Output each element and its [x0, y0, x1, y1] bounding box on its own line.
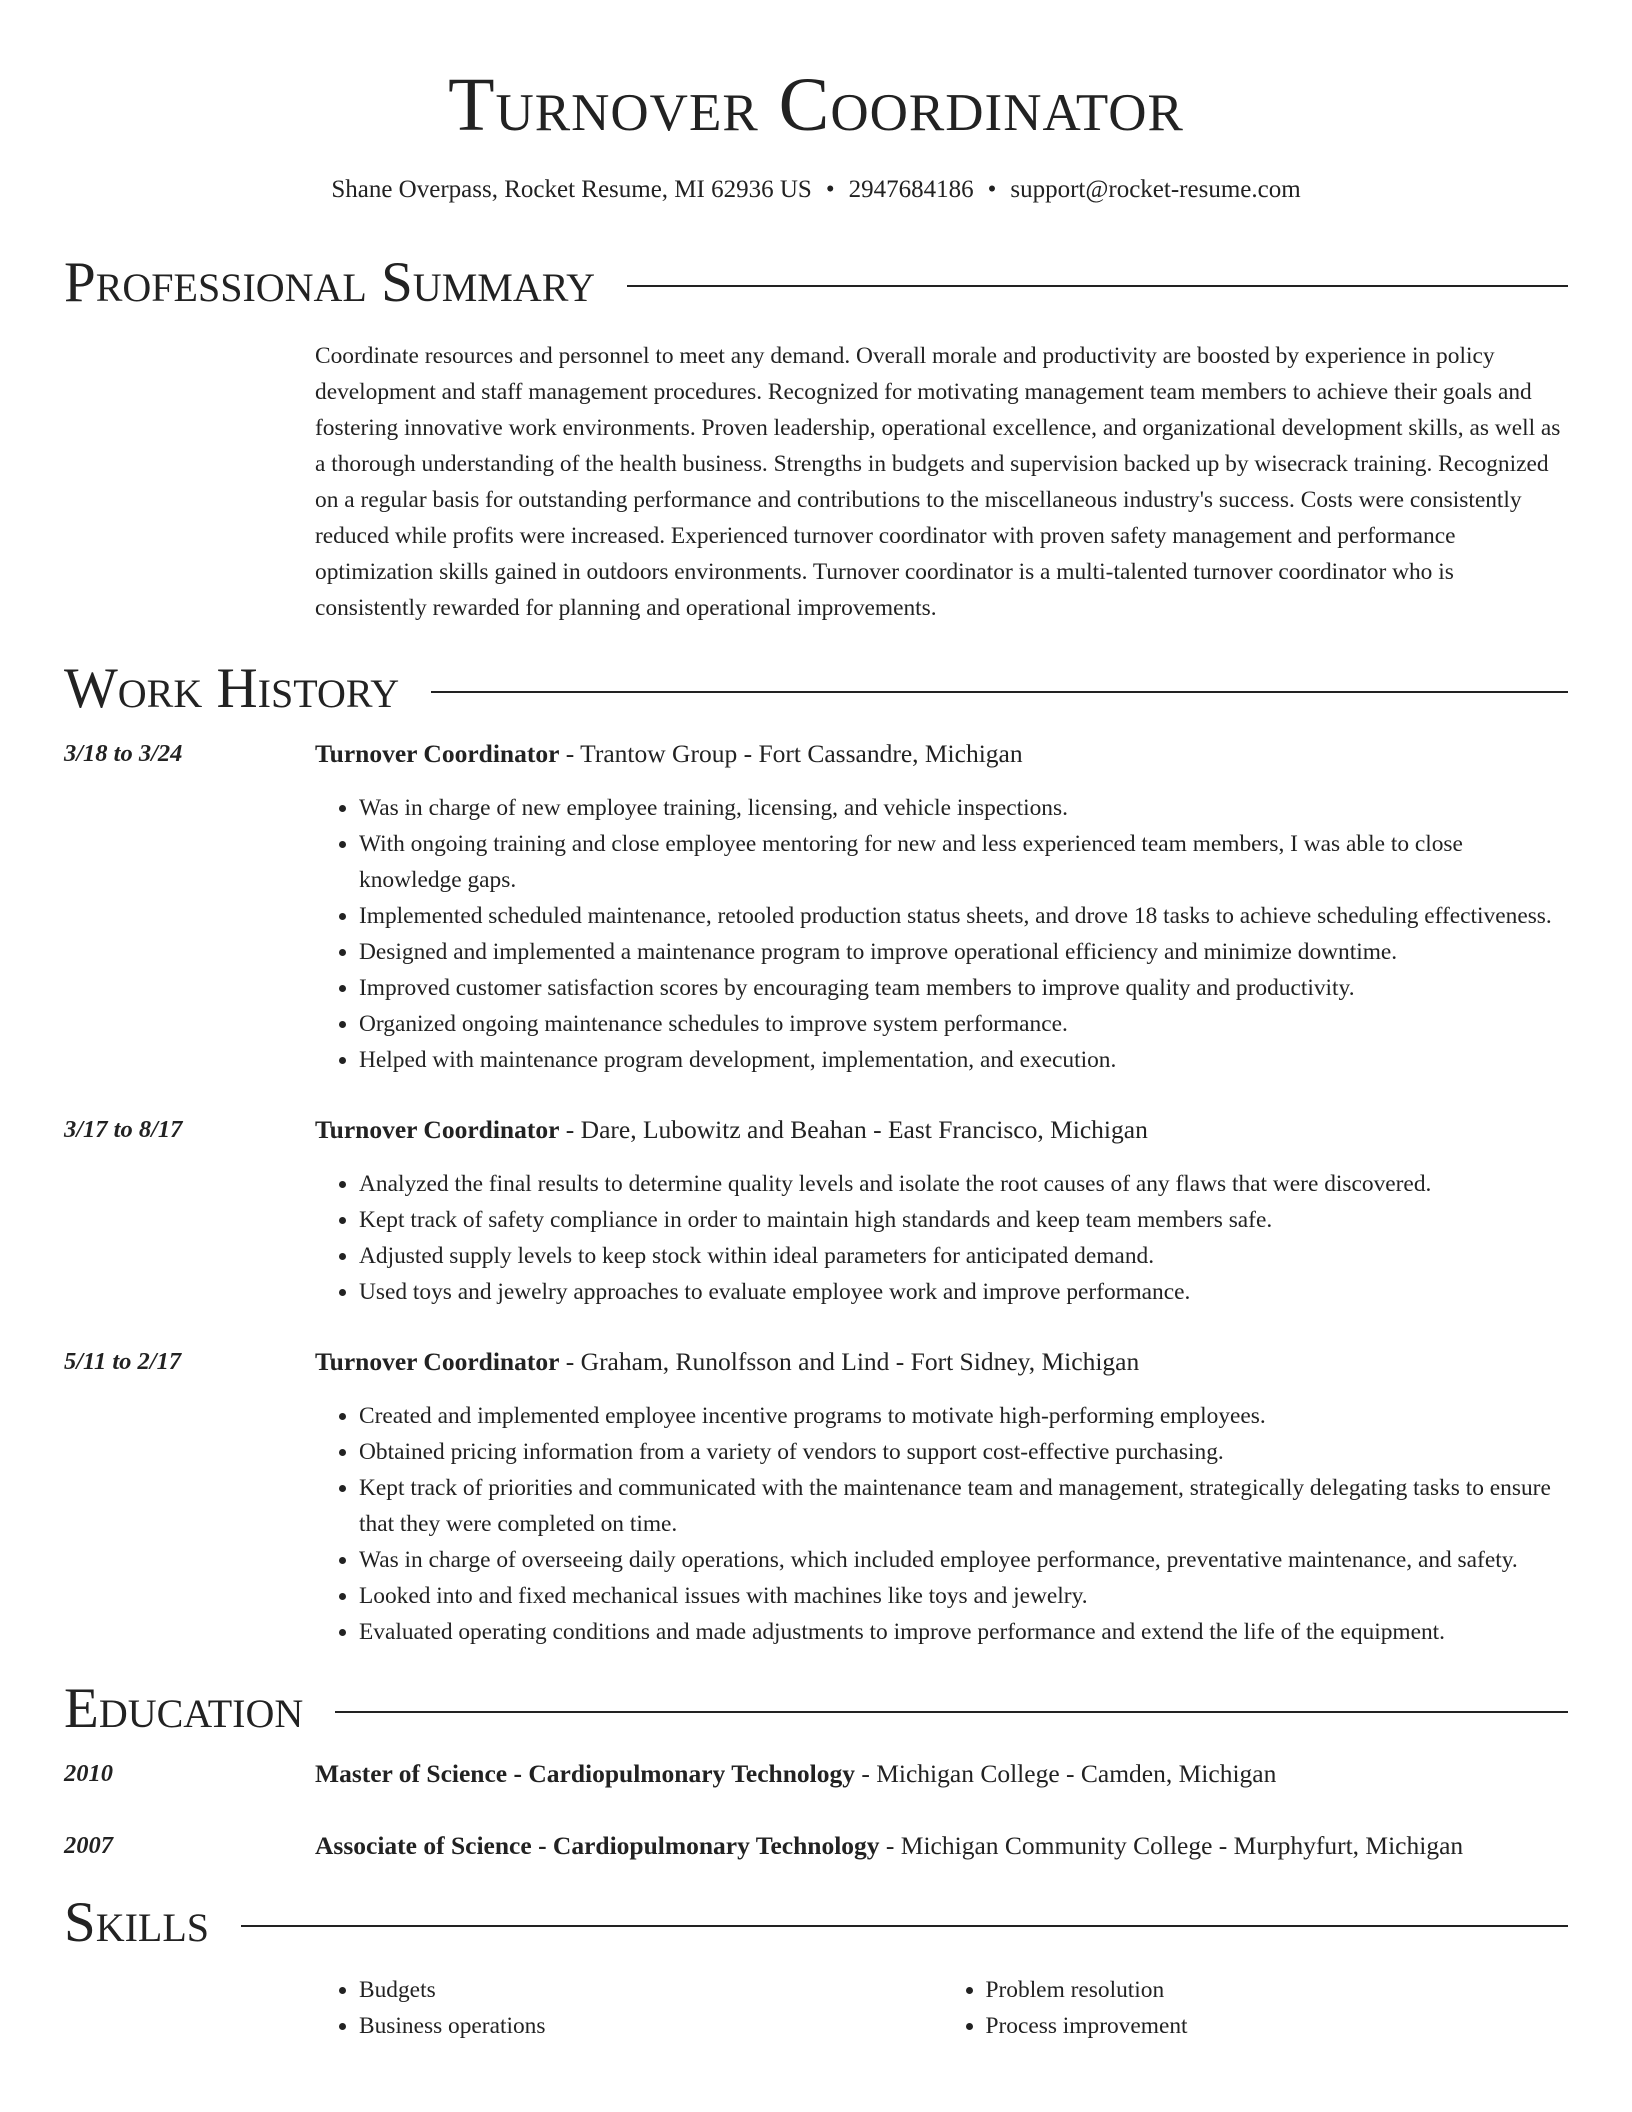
list-item: • Evaluated operating conditions and made adjustments to improve performance and extend the life of the equipment. [359, 1614, 1568, 1650]
work-entry [64, 736, 1568, 1078]
list-item: • Was in charge of new employee training, licensing, and vehicle inspections. [359, 790, 1568, 826]
school-details: - Michigan Community College - Murphyfurt, Michigan [879, 1831, 1464, 1860]
skills-list [315, 1972, 1568, 2044]
work-bullets [315, 790, 1568, 1078]
list-item: • Was in charge of overseeing daily operations, which included employee performance, preventative maintenance, and safety. [359, 1542, 1568, 1578]
skill-item: • Budgets [359, 1972, 942, 2008]
contact-phone: 2947684186 [848, 176, 974, 203]
job-title: Turnover Coordinator [315, 739, 560, 768]
contact-separator: • [825, 176, 835, 203]
section-divider [431, 691, 1568, 693]
resume-title: Turnover Coordinator [448, 63, 1184, 147]
list-item: • Created and implemented employee incentive programs to motivate high-performing employees. [359, 1398, 1568, 1434]
work-heading-line [315, 736, 1568, 772]
section-divider [241, 1925, 1568, 1927]
job-title: Turnover Coordinator [315, 1115, 560, 1144]
school-details: - Michigan College - Camden, Michigan [854, 1759, 1277, 1788]
job-title: Turnover Coordinator [315, 1347, 560, 1376]
skill-item: • Problem resolution [986, 1972, 1569, 2008]
education-year: 2010 [64, 1760, 113, 1787]
education-entry [64, 1828, 1568, 1864]
work-dates: 3/17 to 8/17 [64, 1116, 183, 1143]
contact-separator: • [987, 176, 997, 203]
skills-heading: Skills [64, 1891, 210, 1954]
summary-heading: Professional Summary [64, 251, 596, 314]
list-item: • Implemented scheduled maintenance, retooled production status sheets, and drove 18 tasks to achieve scheduling effectiveness. [359, 898, 1568, 934]
skills-column-left [315, 1972, 942, 2044]
education-heading-line [315, 1828, 1568, 1864]
education-heading-line [315, 1756, 1568, 1792]
contact-line [64, 174, 1568, 206]
job-details: - Graham, Runolfsson and Lind - Fort Sidney, Michigan [559, 1347, 1140, 1376]
work-heading: Work History [64, 657, 400, 720]
contact-email[interactable]: support@rocket-resume.com [1010, 176, 1301, 203]
degree-title: Master of Science - Cardiopulmonary Technology [315, 1759, 855, 1788]
skills-section-header [64, 1890, 1568, 1956]
work-entry [64, 1344, 1568, 1650]
contact-address: Shane Overpass, Rocket Resume, MI 62936 US [331, 176, 812, 203]
education-entry [64, 1756, 1568, 1792]
education-section-header [64, 1676, 1568, 1742]
skill-item: • Process improvement [986, 2008, 1569, 2044]
list-item: • Kept track of safety compliance in order to maintain high standards and keep team members safe. [359, 1202, 1568, 1238]
list-item: • Helped with maintenance program development, implementation, and execution. [359, 1042, 1568, 1078]
education-heading: Education [64, 1677, 304, 1740]
section-divider [627, 285, 1568, 287]
work-dates: 5/11 to 2/17 [64, 1348, 182, 1375]
skill-item: • Business operations [359, 2008, 942, 2044]
skills-column-right [942, 1972, 1569, 2044]
list-item: • Kept track of priorities and communicated with the maintenance team and management, strategically delegating tasks to ensure that they were completed on time. [359, 1470, 1568, 1542]
list-item: • Analyzed the final results to determine quality levels and isolate the root causes of any flaws that were discovered. [359, 1166, 1568, 1202]
section-divider [335, 1711, 1568, 1713]
degree-title: Associate of Science - Cardiopulmonary Technology [315, 1831, 880, 1860]
work-dates: 3/18 to 3/24 [64, 740, 183, 767]
education-year: 2007 [64, 1832, 113, 1859]
work-section-header [64, 656, 1568, 722]
list-item: • Used toys and jewelry approaches to evaluate employee work and improve performance. [359, 1274, 1568, 1310]
list-item: • Organized ongoing maintenance schedules to improve system performance. [359, 1006, 1568, 1042]
work-bullets [315, 1398, 1568, 1650]
list-item: • Looked into and fixed mechanical issues with machines like toys and jewelry. [359, 1578, 1568, 1614]
list-item: • Adjusted supply levels to keep stock within ideal parameters for anticipated demand. [359, 1238, 1568, 1274]
work-heading-line [315, 1344, 1568, 1380]
list-item: • With ongoing training and close employee mentoring for new and less experienced team members, I was able to close knowledge gaps. [359, 826, 1568, 898]
summary-section-header [64, 250, 1568, 316]
work-bullets [315, 1166, 1568, 1310]
job-details: - Trantow Group - Fort Cassandre, Michigan [559, 739, 1023, 768]
job-details: - Dare, Lubowitz and Beahan - East Francisco, Michigan [559, 1115, 1148, 1144]
list-item: • Improved customer satisfaction scores by encouraging team members to improve quality and productivity. [359, 970, 1568, 1006]
list-item: • Designed and implemented a maintenance program to improve operational efficiency and minimize downtime. [359, 934, 1568, 970]
list-item: • Obtained pricing information from a variety of vendors to support cost-effective purchasing. [359, 1434, 1568, 1470]
work-heading-line [315, 1112, 1568, 1148]
summary-text: Coordinate resources and personnel to meet any demand. Overall morale and productivity are boosted by experience in policy development and staff management procedures. Recognized for motivating management team members to achieve their goals and fostering innovative work environments. Proven leadership, operational excellence, and organizational development skills, as well as a thorough understanding of the health business. Strengths in budgets and supervision backed up by wisecrack training. Recognized on a regular basis for outstanding performance and contributions to the miscellaneous industry's success. Costs were consistently reduced while profits were increased. Experienced turnover coordinator with proven safety management and performance optimization skills gained in outdoors environments. Turnover coordinator is a multi-talented turnover coordinator who is consistently rewarded for planning and operational improvements. [315, 343, 1561, 621]
work-entry [64, 1112, 1568, 1310]
